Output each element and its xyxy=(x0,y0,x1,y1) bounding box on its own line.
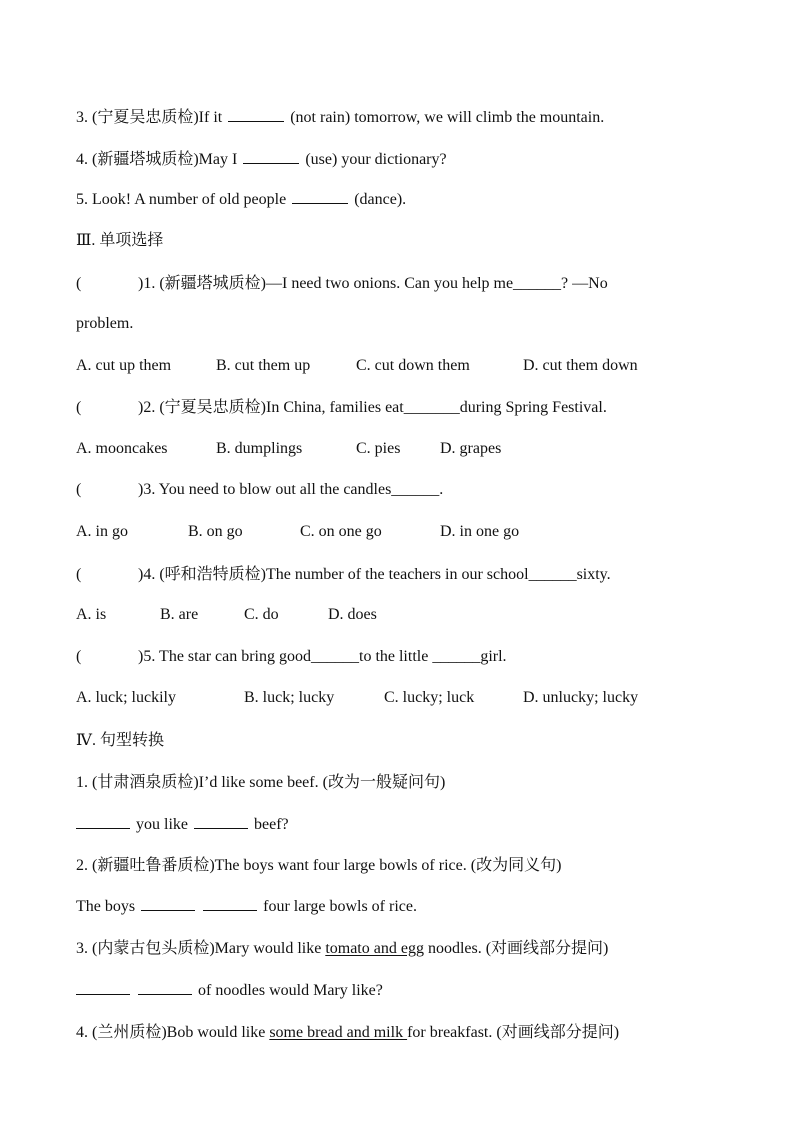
fill-question-5 xyxy=(76,189,734,210)
mc-question-5 xyxy=(76,647,734,667)
answer-text: beef? xyxy=(254,816,289,833)
option-b: B. dumplings xyxy=(216,440,303,457)
answer-blank[interactable] xyxy=(292,189,348,204)
option-b: B. cut them up xyxy=(216,357,311,374)
fill-question-4 xyxy=(76,149,734,170)
mc-question-1 xyxy=(76,274,734,294)
answer-blank[interactable] xyxy=(76,814,130,829)
answer-blank[interactable] xyxy=(141,896,195,911)
answer-text: four large bowls of rice. xyxy=(263,898,417,915)
option-d: D. in one go xyxy=(440,523,520,540)
answer-text: of noodles would Mary like? xyxy=(198,982,383,999)
mc-question-2 xyxy=(76,398,734,418)
question-stem: )3. You need to blow out all the candles______. xyxy=(138,481,444,498)
transform-question-3 xyxy=(76,939,734,959)
answer-blank[interactable] xyxy=(243,149,299,164)
option-a: A. is xyxy=(76,606,107,623)
answer-blank[interactable] xyxy=(203,896,257,911)
question-text: noodles. (对画线部分提问) xyxy=(423,940,609,957)
mc-question-4 xyxy=(76,565,734,585)
option-c: C. lucky; luck xyxy=(384,689,475,706)
option-c: C. do xyxy=(244,606,279,623)
answer-text: you like xyxy=(136,816,188,833)
option-a: A. in go xyxy=(76,523,128,540)
question-text: 4. (新疆塔城质检)May I xyxy=(76,151,238,168)
answer-paren[interactable]: ( xyxy=(76,275,82,292)
fill-question-3 xyxy=(76,107,734,128)
option-c: C. pies xyxy=(356,440,401,457)
option-c: C. cut down them xyxy=(356,357,470,374)
question-text: 4. (兰州质检)Bob would like xyxy=(76,1024,270,1041)
option-a: A. luck; luckily xyxy=(76,689,176,706)
underlined-phrase: tomato and egg xyxy=(325,940,424,957)
answer-blank[interactable] xyxy=(138,980,192,995)
question-text: for breakfast. (对画线部分提问) xyxy=(407,1024,620,1041)
transform-question-2: 2. (新疆吐鲁番质检)The boys want four large bowls of rice. (改为同义句) xyxy=(76,857,562,874)
answer-paren[interactable]: ( xyxy=(76,648,82,665)
underlined-phrase: some bread and milk xyxy=(269,1024,408,1041)
section-heading: Ⅲ. 单项选择 xyxy=(76,232,164,249)
question-text: 5. Look! A number of old people xyxy=(76,191,287,208)
option-d: D. cut them down xyxy=(523,357,638,374)
answer-blank[interactable] xyxy=(228,107,284,122)
answer-paren[interactable]: ( xyxy=(76,566,82,583)
answer-blank[interactable] xyxy=(76,980,130,995)
section-heading: Ⅳ. 句型转换 xyxy=(76,732,164,749)
option-b: B. are xyxy=(160,606,199,623)
question-stem: )4. (呼和浩特质检)The number of the teachers in our school______sixty. xyxy=(138,566,611,583)
question-text: 3. (内蒙古包头质检)Mary would like xyxy=(76,940,326,957)
option-a: A. cut up them xyxy=(76,357,172,374)
mc-question-3 xyxy=(76,480,734,500)
question-text: (use) your dictionary? xyxy=(305,151,447,168)
option-b: B. on go xyxy=(188,523,243,540)
transform-question-1: 1. (甘肃酒泉质检)I’d like some beef. (改为一般疑问句) xyxy=(76,774,446,791)
question-stem: )1. (新疆塔城质检)—I need two onions. Can you help me______? —No xyxy=(138,275,608,292)
answer-blank[interactable] xyxy=(194,814,248,829)
answer-paren[interactable]: ( xyxy=(76,399,82,416)
option-b: B. luck; lucky xyxy=(244,689,335,706)
transform-answer-3 xyxy=(76,980,734,1001)
transform-answer-1 xyxy=(76,814,734,835)
question-text: (not rain) tomorrow, we will climb the mountain. xyxy=(290,109,605,126)
option-c: C. on one go xyxy=(300,523,382,540)
transform-answer-2 xyxy=(76,896,734,917)
question-text: 3. (宁夏吴忠质检)If it xyxy=(76,109,223,126)
question-text: (dance). xyxy=(354,191,407,208)
answer-paren[interactable]: ( xyxy=(76,481,82,498)
answer-text: The boys xyxy=(76,898,136,915)
question-stem: )2. (宁夏吴忠质检)In China, families eat_______during Spring Festival. xyxy=(138,399,607,416)
mc-question-1-cont: problem. xyxy=(76,315,134,332)
option-a: A. mooncakes xyxy=(76,440,168,457)
option-d: D. does xyxy=(328,606,377,623)
transform-question-4 xyxy=(76,1023,734,1043)
option-d: D. grapes xyxy=(440,440,502,457)
option-d: D. unlucky; lucky xyxy=(523,689,639,706)
question-stem: )5. The star can bring good______to the little ______girl. xyxy=(138,648,507,665)
